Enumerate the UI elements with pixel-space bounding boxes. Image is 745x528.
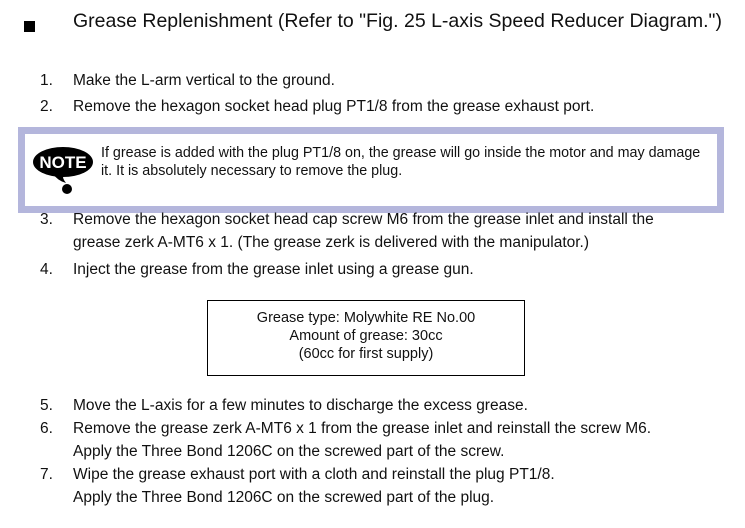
step-text: Apply the Three Bond 1206C on the screwed part of the plug. bbox=[73, 489, 495, 506]
square-bullet-icon bbox=[24, 21, 35, 32]
step-number: 2. bbox=[40, 98, 53, 115]
heading-title: Grease Replenishment (Refer to "Fig. 25 L-axis Speed Reducer Diagram.") bbox=[73, 10, 722, 32]
step-number: 7. bbox=[40, 466, 53, 483]
step-text: Wipe the grease exhaust port with a cloth and reinstall the plug PT1/8. bbox=[73, 466, 555, 483]
step-number: 5. bbox=[40, 397, 53, 414]
note-speech-bubble-icon bbox=[32, 145, 96, 197]
step-text: Make the L-arm vertical to the ground. bbox=[73, 72, 335, 89]
step-text: Inject the grease from the grease inlet using a grease gun. bbox=[73, 261, 474, 278]
grease-spec-box bbox=[207, 300, 525, 376]
step-number: 4. bbox=[40, 261, 53, 278]
note-icon-label: NOTE bbox=[39, 153, 87, 172]
step-number: 3. bbox=[40, 211, 53, 228]
step-text: Remove the hexagon socket head plug PT1/8 from the grease exhaust port. bbox=[73, 98, 595, 115]
step-text: Remove the grease zerk A-MT6 x 1 from the grease inlet and reinstall the screw M6. bbox=[73, 420, 652, 437]
step-text: Move the L-axis for a few minutes to discharge the excess grease. bbox=[73, 397, 528, 414]
step-text: Apply the Three Bond 1206C on the screwed part of the screw. bbox=[73, 443, 505, 460]
step-number: 6. bbox=[40, 420, 53, 437]
grease-type: Grease type: Molywhite RE No.00 bbox=[256, 310, 476, 326]
step-number: 1. bbox=[40, 72, 53, 89]
step-text: Remove the hexagon socket head cap screw M6 from the grease inlet and install the bbox=[73, 211, 654, 228]
step-text: grease zerk A-MT6 x 1. (The grease zerk is delivered with the manipulator.) bbox=[73, 234, 590, 251]
note-callout bbox=[18, 127, 724, 213]
grease-first-supply: (60cc for first supply) bbox=[298, 346, 434, 362]
note-text: If grease is added with the plug PT1/8 on, the grease will go inside the motor and may damage it. It is absolutely necessary to remove the plug. bbox=[101, 145, 701, 179]
grease-amount: Amount of grease: 30cc bbox=[289, 328, 443, 344]
